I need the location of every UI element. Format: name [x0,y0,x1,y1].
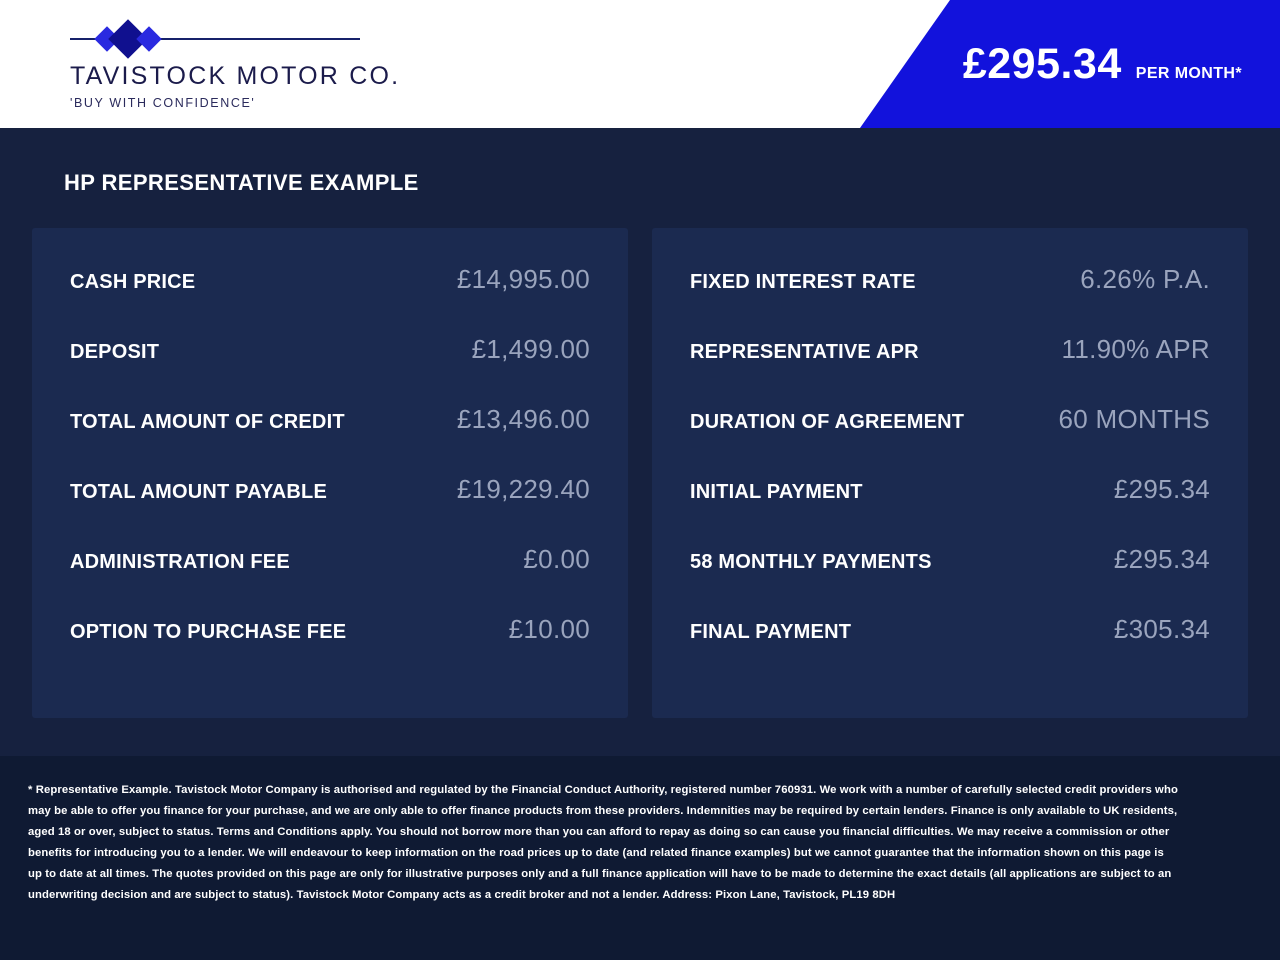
left-details-panel [32,228,628,718]
row-value: 11.90% APR [1061,334,1210,364]
row-value: £1,499.00 [471,334,590,364]
table-row [690,264,1210,334]
row-label: DEPOSIT [70,341,160,363]
panels-container [32,228,1248,718]
row-value: £0.00 [523,544,590,574]
row-label: ADMINISTRATION FEE [70,551,290,573]
right-details-panel [652,228,1248,718]
finance-details-section [0,128,1280,756]
row-value: 60 MONTHS [1058,404,1210,434]
footer-disclaimer-section [0,756,1280,960]
row-value: £14,995.00 [456,264,590,294]
row-label: TOTAL AMOUNT PAYABLE [70,481,327,503]
price-period-label: PER MONTH* [1135,65,1242,82]
monthly-price [963,40,1242,89]
brand-logo[interactable] [70,22,490,110]
logo-tagline: 'BUY WITH CONFIDENCE' [70,96,256,110]
row-value: £295.34 [1113,474,1210,504]
table-row [70,404,590,474]
table-row [70,544,590,614]
row-label: DURATION OF AGREEMENT [690,411,965,433]
row-label: REPRESENTATIVE APR [690,341,919,363]
row-value: £305.34 [1113,614,1210,644]
row-label: FIXED INTEREST RATE [690,271,916,293]
table-row [70,264,590,334]
logo-company-name: TAVISTOCK MOTOR CO. [70,62,401,90]
table-row [690,474,1210,544]
table-row [690,404,1210,474]
row-label: OPTION TO PURCHASE FEE [70,621,347,643]
table-row [70,334,590,404]
row-label: 58 MONTHLY PAYMENTS [690,551,932,573]
logo-diamonds-icon [70,22,370,56]
row-label: INITIAL PAYMENT [690,481,863,503]
row-value: £10.00 [508,614,590,644]
row-label: CASH PRICE [70,271,196,293]
page-header [0,0,1280,128]
disclaimer-text: * Representative Example. Tavistock Motor Company is authorised and regulated by the Financial Conduct Authority, registered number 760931. We work with a number of carefully selected credit providers who may be able to offer you finance for your purchase, and we are only able to offer finance products from these providers. Indemnities may be required by certain lenders. Finance is only available to UK residents, aged 18 or over, subject to status. Terms and Conditions apply. You should not borrow more than you can afford to repay as doing so can cause you financial difficulties. We may receive a commission or other benefits for introducing you to a lender. We will endeavour to keep information on the road prices up to date (and related finance examples) but we cannot guarantee that the information shown on this page is up to date at all times. The quotes provided on this page are only for illustrative purposes only and a full finance application will have to be made to determine the exact details (all applications are subject to an underwriting decision and are subject to status). Tavistock Motor Company acts as a credit broker and not a lender. Address: Pixon Lane, Tavistock, PL19 8DH [28,784,1178,901]
price-amount: £295.34 [962,40,1122,88]
row-value: 6.26% P.A. [1080,264,1210,294]
row-value: £13,496.00 [456,404,590,434]
row-label: TOTAL AMOUNT OF CREDIT [70,411,345,433]
table-row [70,614,590,684]
page-title: HP REPRESENTATIVE EXAMPLE [64,170,419,195]
table-row [690,334,1210,404]
diamond-right-icon [136,26,161,51]
table-row [690,614,1210,684]
row-value: £295.34 [1113,544,1210,574]
row-label: FINAL PAYMENT [690,621,852,643]
table-row [690,544,1210,614]
row-value: £19,229.40 [456,474,590,504]
table-row [70,474,590,544]
